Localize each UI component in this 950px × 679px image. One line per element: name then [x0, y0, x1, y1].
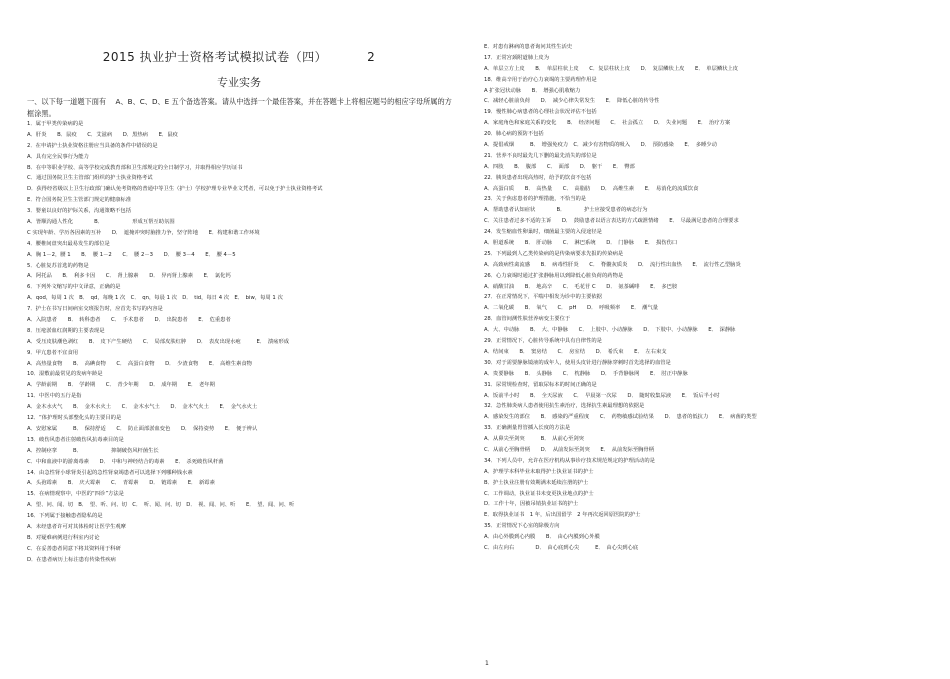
- question-line: 31．尿常规检查时，留取尿标本的时间正确的是: [484, 381, 597, 388]
- question-line: B．护士执业注册有效期满未延续注册的护士: [484, 479, 589, 486]
- question-line: D．获得经省级以上卫生行政部门确认免考资格的普通中等卫生（护士）学校护理专业毕业文凭者，可以免于护士执业资格考试: [27, 186, 323, 193]
- question-line: A．家庭角色和家庭关系的变化 B． 经济问题 C． 社会孤立 D． 失业问题 E． 治疗方案: [484, 120, 731, 127]
- question-line: A．望、问、闻、切 B． 望、听、问、切 C． 听、闻、问、切 D． 视、闻、问、听 E． 望、闻、问、听: [27, 502, 295, 509]
- question-line: A．贵要静脉 B． 头静脉 C． 枕静脉 D． 手背静脉网 E． 肘正中静脉: [484, 370, 688, 377]
- question-line: 17．正常宫颈附道肺上皮为: [484, 54, 550, 61]
- question-line: 22．胰炎患者出现高热时，给予的饮食不包括: [484, 174, 592, 181]
- question-line: 9．甲亢患者不宜食用: [27, 349, 79, 356]
- question-line: 5．心脏复苏首选的药物是: [27, 262, 89, 269]
- question-line: D．工作十年，因被吊销执业证书的护士: [484, 501, 579, 508]
- question-line: A．胸 1－2，腰 1 B． 腰 1－2 C． 腰 2－3 D． 腰 3－4 E． 腰 4－5: [27, 251, 236, 258]
- question-line: A．护理学本科毕业未取得护士执业证书的护士: [484, 468, 594, 475]
- left-question-list: [27, 119, 467, 566]
- question-line: A．大、中动脉 B． 大、中静脉 C． 上肢中、小动静脉 D． 下肢中、小动静脉 E． 深静脉: [484, 327, 736, 334]
- question-line: A．饭前半小时 B． 全天尿液 C． 早晨第一次尿 D． 随时收集尿液 E． 饭后半小时: [484, 392, 720, 399]
- question-line: E．取得执业证书 1 年，后出国留学 2 年再次返回原医院的护士: [484, 512, 641, 519]
- question-line: A．安慰家属 B． 保持舒适 C． 防止面部淤血变色 D． 保持姿势 E． 便于辨认: [27, 425, 258, 432]
- question-line: 30．对于需要静脉镜液的成年人，使用头皮针进行静脉穿刺时首先选择的血管是: [484, 359, 671, 366]
- question-line: 28．血管间测性肤营养病变主要位于: [484, 316, 571, 323]
- question-line: E．符合国务院卫生主管部门规定的健康标准: [27, 197, 131, 204]
- question-line: A．肝炎 B．鼠疫 C．艾滋病 D．黑热病 E．鼠疫: [27, 131, 178, 138]
- question-line: E．对患有淋病的患者询问其性生活史: [484, 44, 573, 50]
- question-line: 3．婴童以良好的护际关系，沟通策略不包括: [27, 208, 132, 215]
- question-line: 1．属于甲类传染病的是: [27, 121, 84, 127]
- question-line: A．四肢 B． 腹部 C． 面部 D． 躯干 E． 臀部: [484, 163, 635, 170]
- question-line: 29．正常情况下，心脏传导系统中具有自律性的是: [484, 338, 602, 345]
- question-line: A．硝酸甘油 B． 地高辛 C． 毛花苷 C D． 氨茶碱啡 E． 多巴胺: [484, 283, 678, 290]
- question-line: A．帮助患者认知症状 B． 护士应接受患者的病态行为: [484, 207, 648, 214]
- exam-title: 2015 执业护士资格考试模拟试卷（四）: [102, 50, 328, 64]
- title-number: 2: [367, 50, 376, 64]
- question-line: A．qod，每周 1 次 B． qd，每晚 1 次 C． qn，每晨 1 次 D． tid，每日 4 次 E． biw，每周 1 次: [27, 295, 283, 302]
- question-line: A．单层立方上皮 B． 单层柱状上皮 C．复层柱状上皮 D． 复层鳞状上皮 E． 单层鳞状上皮: [484, 65, 739, 72]
- instructions: 一、以下每一道题下面有 A、B、C、D、E 五个备选答案。请从中选择一个最佳答案，并在答题卡上将相应题号的相应字母所属的方框涂黑。: [27, 97, 452, 118]
- question-line: 6．下列外文缩写的中文译意，正确的是: [27, 284, 121, 291]
- question-line: 7．护士在书写日间病室交班报告时，应首先书写的内容是: [27, 306, 163, 313]
- question-line: 4．腰椎间盘突出最易发生的部位是: [27, 240, 110, 247]
- question-line: A．高致病性禽流感 B． 病毒性肝炎 C． 脊髓灰质炎 D． 流行性出血热 E． 流行性乙型脑炎: [484, 261, 741, 268]
- question-line: A．学龄前期 B． 学龄期 C． 青少年期 D． 成年期 E． 老年期: [27, 382, 215, 389]
- question-line: C．减轻心脏前负荷 D． 减少心律失常发生 E． 降低心脏的传导性: [484, 98, 660, 105]
- question-line: 18．维高辛用于治疗心力衰竭的主要药理作用是: [484, 76, 597, 83]
- question-line: 12．“体护理时头部整化头的主要目的是: [27, 415, 122, 422]
- question-line: C．关注患者过多不适的主诉 D． 鼓励患者以语言表达的方式疏泄情绪 E． 尽最满足患者的合理要求: [484, 218, 739, 225]
- question-line: 14．由急性肾小球肾炎引起的急性肾衰竭患者可以选择下列哪种钱水素: [27, 469, 193, 476]
- question-line: C．中和血液中的游离毒素 D． 中和与神经结合的毒素 E． 杀死破伤风杆菌: [27, 458, 224, 465]
- question-line: A．感染发生的部位 B． 感染的严重程度 C． 药物敏感试验结果 D． 患者的低抗力 E． 病菌的类型: [484, 414, 757, 421]
- question-line: 13．破伤风患者注射破伤风抗毒素目的是: [27, 436, 124, 443]
- question-line: 15．在病情观察中，中医的“四诊”方法是: [27, 491, 124, 498]
- question-line: 35．正常情况下心室的除极方向: [484, 523, 560, 530]
- right-question-list: [484, 42, 944, 554]
- question-line: A．高热量食物 B． 高碘食物 C． 高蛋白食物 D． 少渣食物 E． 高维生素食物: [27, 360, 252, 367]
- question-line: A．控制痉挛 B． 抑制破伤风杆菌生长: [27, 447, 159, 454]
- question-line: C．工作调动，执业证书未变更执业地点的护士: [484, 490, 594, 497]
- question-line: 11．中医中的五行是指: [27, 393, 82, 400]
- question-line: A．由心外膜到心内膜 B． 由心内膜到心外膜: [484, 534, 600, 541]
- question-line: D．在患者病历上标注患有传染性疾病: [27, 556, 116, 563]
- question-line: A．受压皮肤潮色剥红 B． 皮下产生硬结 C． 局部皮肤红肿 D． 表皮出现水疱 E． 溃疡形成: [27, 338, 290, 345]
- question-line: A．阿托品 B． 利多卡因 C． 肾上腺素 D． 异丙肾上腺素 E． 氯化钙: [27, 273, 231, 280]
- question-line: A．二氧化碳 B． 氧气 C． pH D． 呼吸频率 E． 潮气量: [484, 305, 659, 312]
- question-line: C．从前心至胸骨柄 D． 从前发际至剑突 E． 从前发际至胸骨柄: [484, 446, 655, 453]
- question-line: 23．关于焦虑患者的护理措施，不恰当的是: [484, 196, 587, 203]
- question-line: 27．在正常情况下，平喘中相发为诊中的主要依据: [484, 294, 602, 301]
- question-line: A．未经患者许可对其体检时让医学生观摩: [27, 523, 126, 530]
- question-line: 10．湿敷前最常见的发病年龄是: [27, 371, 103, 378]
- question-line: 19．慢性肺心病患者的心理社会状况评估不包括: [484, 109, 597, 116]
- question-line: A．高蛋白质 B． 高热量 C． 高脂肪 D． 高维生素 E． 易消化的流质饮食: [484, 185, 699, 192]
- question-line: A．入院患者 B． 转科患者 C． 手术患者 D． 出院患者 E． 危重患者: [27, 317, 231, 324]
- question-line: C．在妥善患者同意下将其资料用于科研: [27, 545, 121, 552]
- question-line: A．结间束 B． 窦房结 C． 房室结 D． 希氏束 E． 左右束支: [484, 348, 667, 355]
- question-line: 20．肺心病的预防不包括: [484, 131, 544, 138]
- question-line: 24．发生缩血性卵巢时，细菌最主要的入侵途径是: [484, 229, 602, 236]
- question-line: 25．下列最到人乙类传染病的是传染病要求先报的传染病是: [484, 250, 624, 257]
- question-line: A．头孢霉素 B． 庆大霉素 C． 青霉素 D． 链霉素 E． 新霉素: [27, 480, 215, 487]
- section-subtitle: 专业实务: [217, 76, 261, 89]
- question-line: A 扩张冠状动脉 B． 增强心肌收缩力: [484, 87, 581, 94]
- question-line: A．皆顺沟通人性化 B． 形成互帮互助氛围: [27, 219, 175, 226]
- page-title: [0, 48, 478, 65]
- question-line: C 实现年龄、学历各因素的互补 D． 遮掩冲突时脑推力争，坚守阵地 E．构建和谐工作环境: [27, 229, 260, 236]
- question-line: 2．在申请护士执业资格注册应当具备的条件中错误的是: [27, 142, 158, 149]
- question-line: 8．压疮淤血红润期的主要表现是: [27, 327, 105, 334]
- question-line: C．通过国务院卫生主管部门组织的护士执业资格考试: [27, 175, 153, 182]
- question-line: B．对疑难病例进行科室内讨论: [27, 534, 100, 541]
- question-line: A．胆道系统 B． 肝动脉 C． 淋巴系统 D． 门静脉 E． 损伤伤口: [484, 240, 678, 247]
- question-line: A．从鼻尖至剑突 B． 从前心至剑突: [484, 436, 584, 443]
- question-line: 32．急性肺炎病人患者使用抗生素治疗，选择抗生素最理想的依据是: [484, 403, 645, 410]
- question-line: 26．心力衰竭时通过扩张静脉用以到降低心脏负荷的药物是: [484, 272, 624, 279]
- question-line: B．在中等职业学校、高等学校完成教育部和卫生部规定的全日制学习，并取得相应学历证书: [27, 164, 243, 171]
- question-line: A．金木水火气 B． 金木水火土 C． 金木水气土 D． 金木气火土 E． 金气水火土: [27, 404, 258, 411]
- question-line: C．由左向右 D． 由心底到心尖 E． 由心尖到心底: [484, 544, 639, 551]
- question-line: A．提倡戒烟 B． 增强免疫力 C．减少有害物质的吸入 D． 预防感染 E． 多睡少动: [484, 142, 717, 149]
- question-line: A．具有完全民事行为能力: [27, 153, 89, 160]
- question-line: 34．下列人员中，允许在医疗机构从事诊疗技术规范规定的护理活动的是: [484, 457, 655, 464]
- question-line: 33．正确测量胃管插入长度的方法是: [484, 425, 571, 432]
- question-line: 16．下列属于接触患者隐私的是: [27, 513, 103, 520]
- question-line: 21．营养不良时最先几下删的最先消失的部位是: [484, 152, 597, 159]
- page-number: 1: [485, 660, 489, 667]
